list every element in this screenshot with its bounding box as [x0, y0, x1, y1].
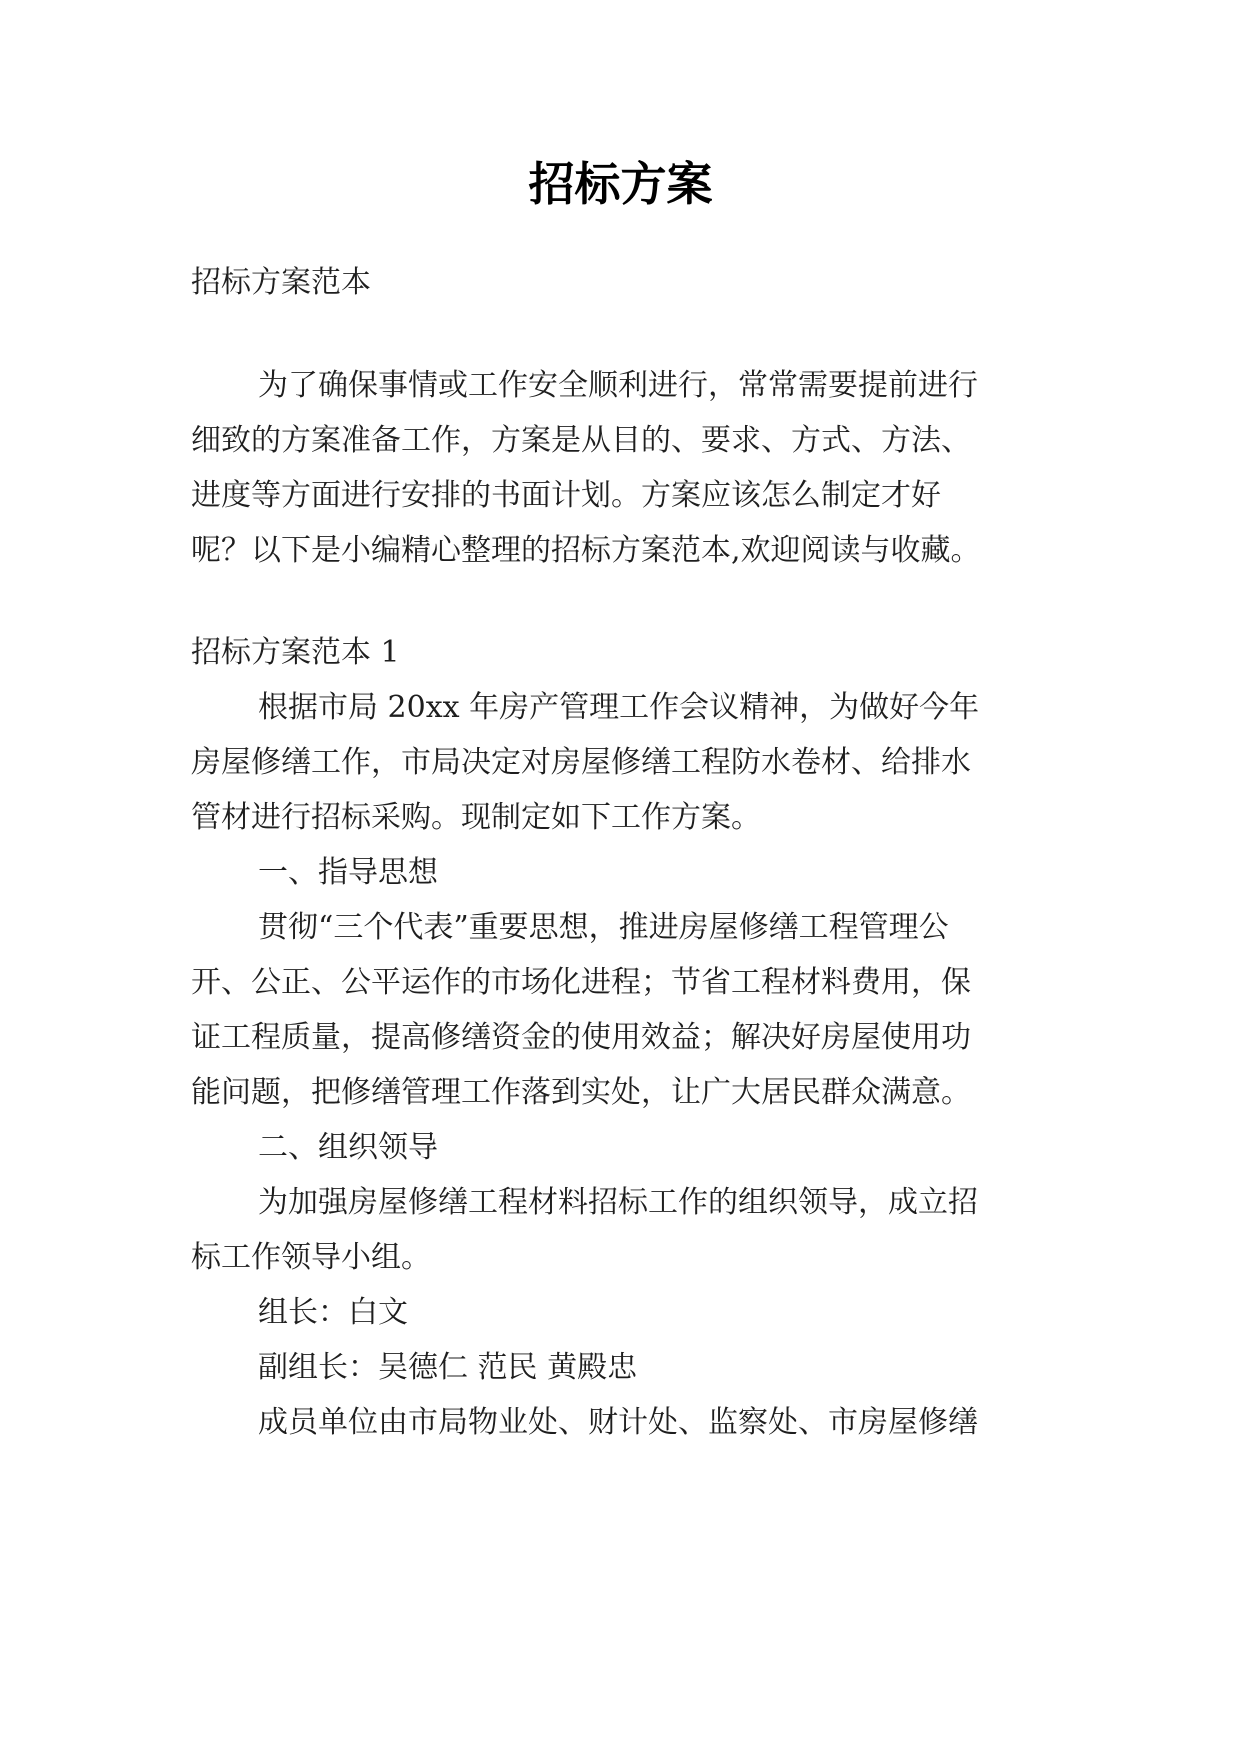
document-subtitle: 招标方案范本 — [191, 265, 371, 300]
document-title: 招标方案 — [528, 157, 713, 211]
para2-line-2: 开、公正、公平运作的市场化进程；节省工程材料费用，保 — [191, 965, 971, 1000]
section-heading: 招标方案范本 1 — [191, 635, 400, 670]
group-leader: 组长：白文 — [258, 1295, 408, 1330]
para2-line-3: 证工程质量，提高修缮资金的使用效益；解决好房屋使用功 — [191, 1020, 971, 1055]
intro-line-3: 进度等方面进行安排的书面计划。方案应该怎么制定才好 — [191, 478, 941, 513]
para2-line-1: 贯彻“三个代表”重要思想，推进房屋修缮工程管理公 — [258, 910, 949, 945]
para1-line-1: 根据市局 20xx 年房产管理工作会议精神，为做好今年 — [258, 690, 980, 725]
heading-organization: 二、组织领导 — [258, 1130, 438, 1165]
member-units: 成员单位由市局物业处、财计处、监察处、市房屋修缮 — [258, 1405, 978, 1440]
intro-line-2: 细致的方案准备工作，方案是从目的、要求、方式、方法、 — [191, 423, 971, 458]
intro-line-4: 呢？以下是小编精心整理的招标方案范本,欢迎阅读与收藏。 — [191, 533, 981, 568]
intro-line-1: 为了确保事情或工作安全顺利进行，常常需要提前进行 — [258, 368, 978, 403]
para3-line-1: 为加强房屋修缮工程材料招标工作的组织领导，成立招 — [258, 1185, 978, 1220]
deputy-leaders: 副组长：吴德仁 范民 黄殿忠 — [258, 1350, 638, 1385]
para1-line-3: 管材进行招标采购。现制定如下工作方案。 — [191, 800, 761, 835]
para1-line-2: 房屋修缮工作，市局决定对房屋修缮工程防水卷材、给排水 — [191, 745, 971, 780]
para3-line-2: 标工作领导小组。 — [191, 1240, 431, 1275]
heading-guiding-ideology: 一、指导思想 — [258, 855, 438, 890]
para2-line-4: 能问题，把修缮管理工作落到实处，让广大居民群众满意。 — [191, 1075, 971, 1110]
